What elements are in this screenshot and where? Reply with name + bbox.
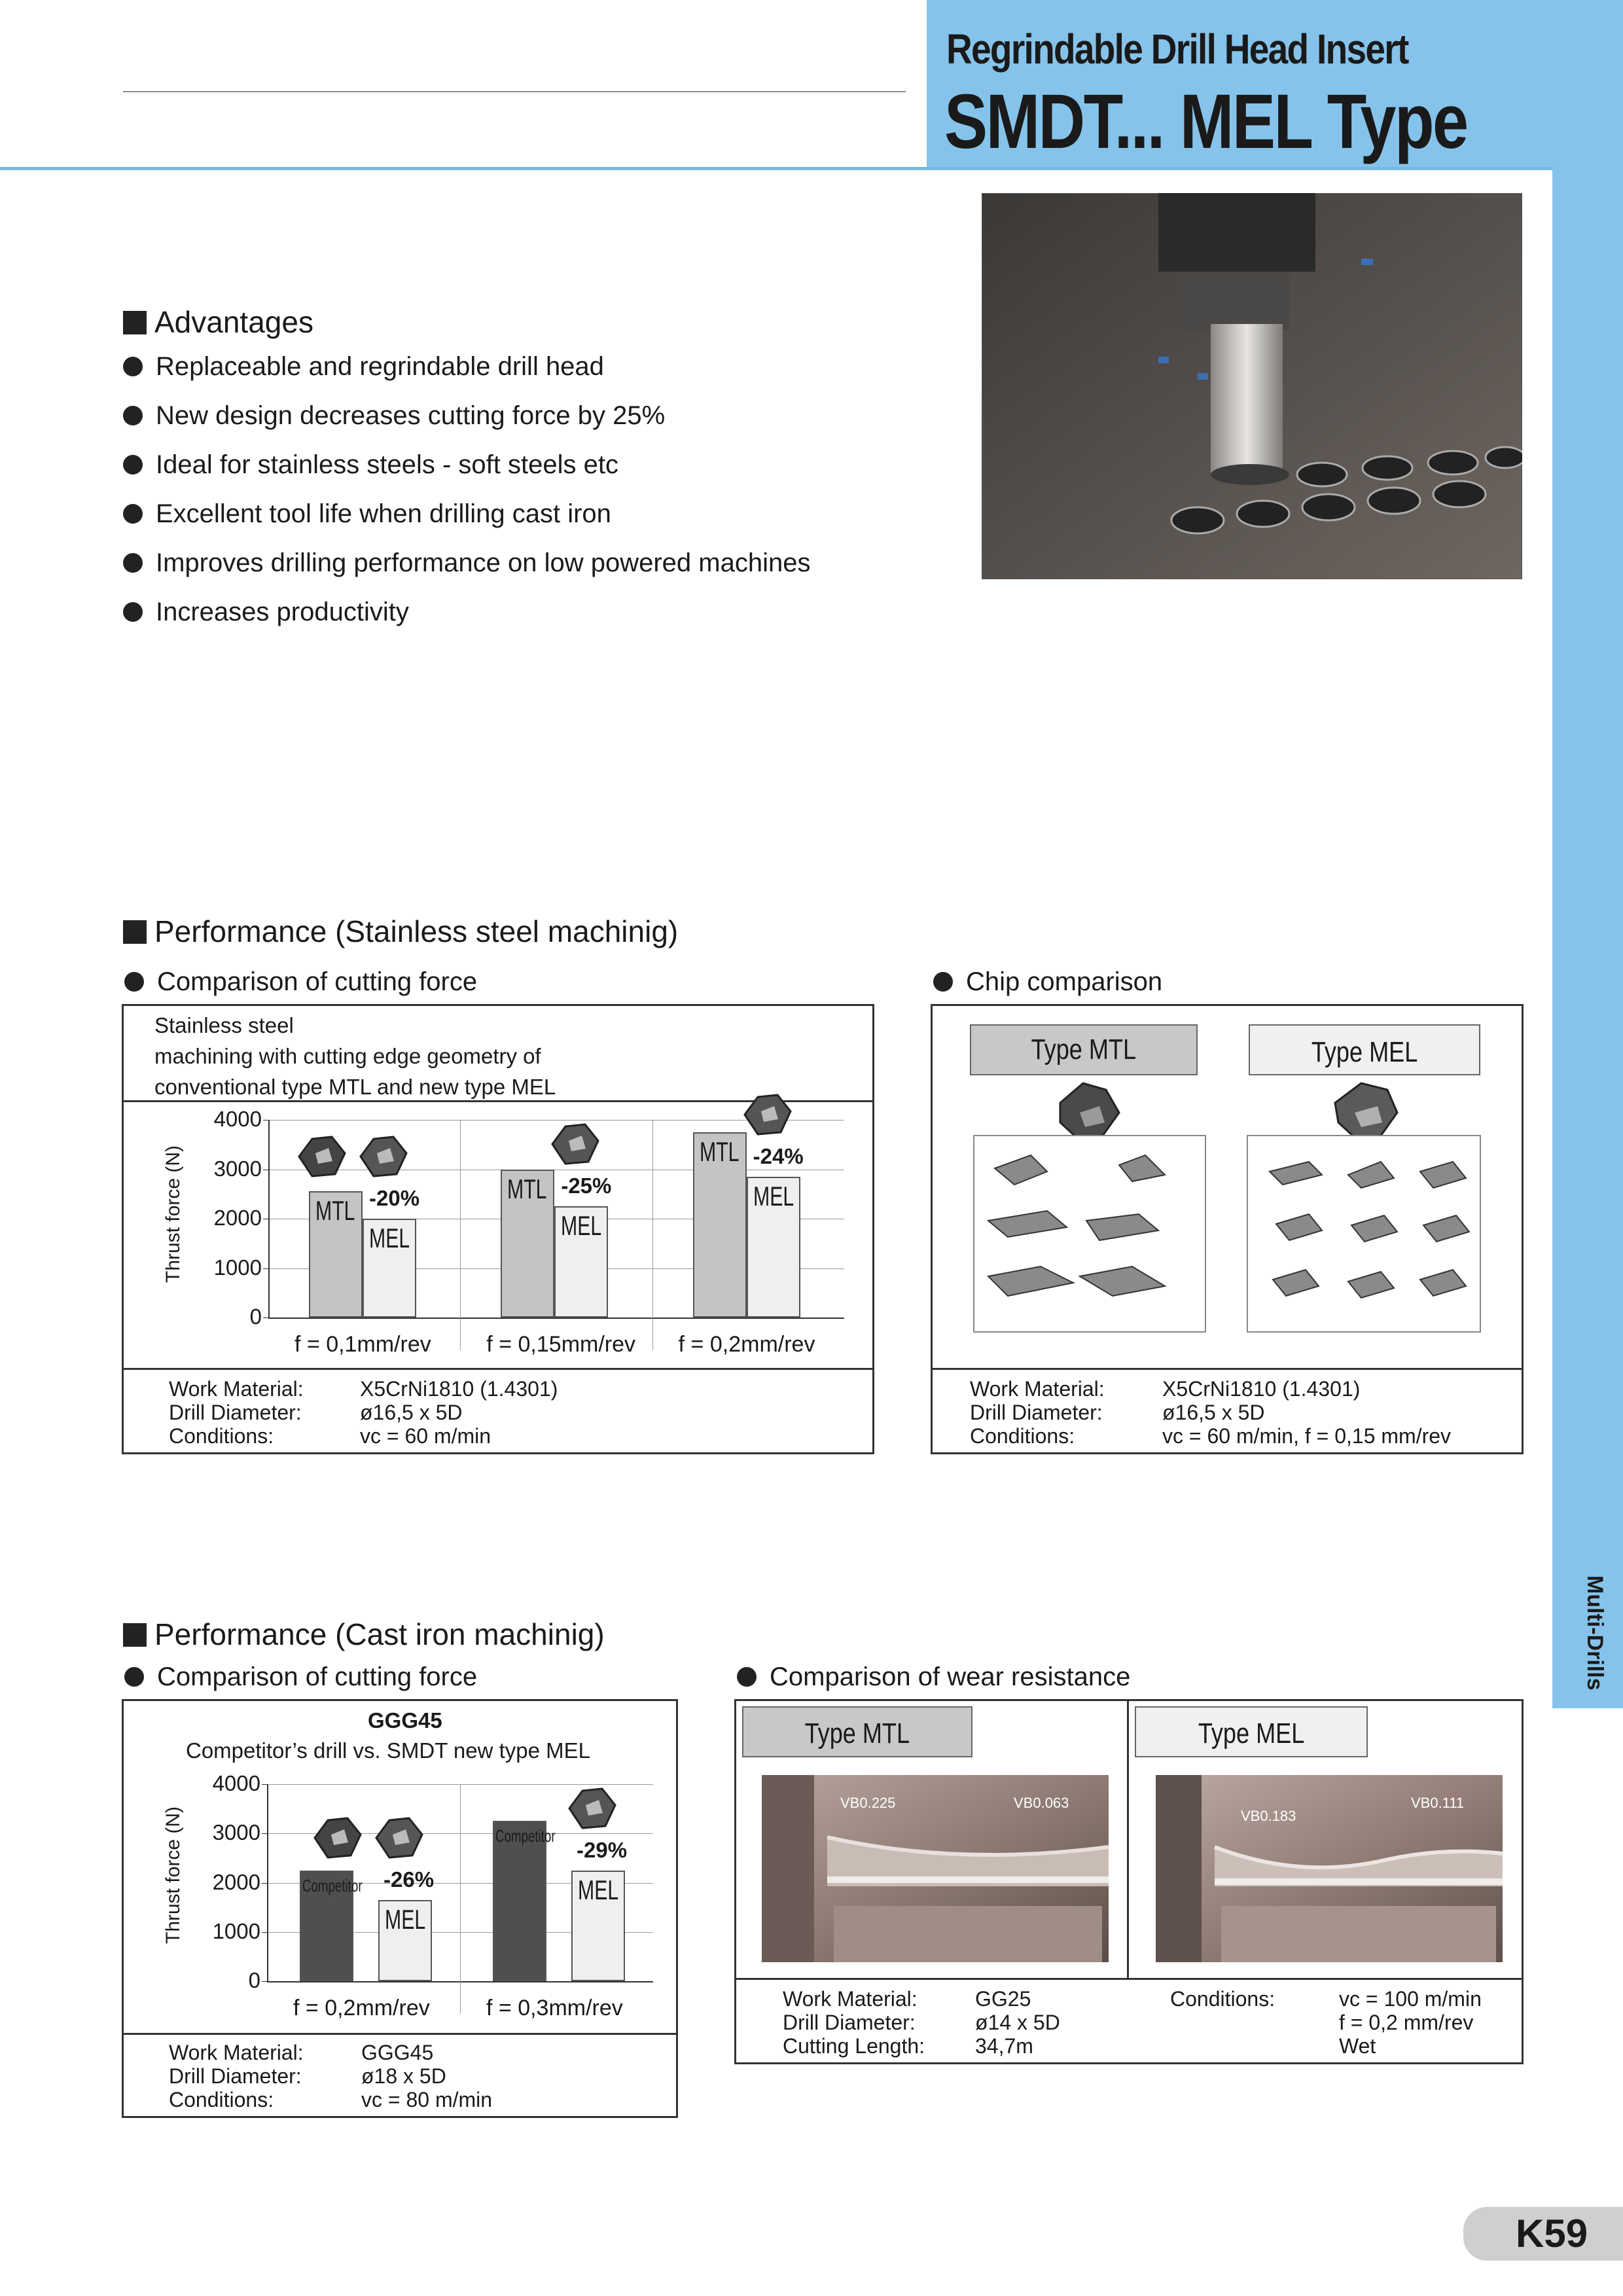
group-divider	[652, 1120, 653, 1350]
panel-divider	[931, 1368, 1524, 1370]
description-line: Stainless steel	[154, 1013, 294, 1037]
info-value: vc = 100 m/min	[1339, 1987, 1482, 2011]
info-values	[360, 1377, 558, 1448]
bar-label: Competitor	[495, 1826, 556, 1846]
info-value: ø16,5 x 5D	[360, 1401, 463, 1424]
wear-cond-values	[1339, 1987, 1482, 2058]
drill-head-icon	[1060, 1083, 1119, 1138]
info-label: Drill Diameter:	[169, 1401, 302, 1424]
reduction-label: -20%	[369, 1186, 420, 1210]
y-tick-label: 0	[249, 1304, 262, 1329]
info-values	[361, 2041, 492, 2111]
drill-head-icon	[312, 1815, 364, 1861]
bullet-icon	[124, 1667, 144, 1687]
reduction-label: -25%	[561, 1174, 612, 1198]
drill-head-icon	[373, 1815, 425, 1861]
stainless-force-title-text: Comparison of cutting force	[157, 967, 478, 996]
y-tick-label: 4000	[213, 1107, 262, 1131]
x-category-label: f = 0,15mm/rev	[486, 1332, 636, 1357]
bar-label: MEL	[561, 1210, 602, 1242]
advantage-item	[123, 352, 604, 382]
drill-head-icon	[1335, 1083, 1397, 1138]
wear-type-text: Type MEL	[1198, 1717, 1305, 1749]
advantage-item	[123, 401, 665, 431]
info-label: Work Material:	[169, 1377, 304, 1401]
info-label: Conditions:	[169, 1424, 274, 1448]
bar-label: MTL	[507, 1173, 547, 1204]
drill-head-icon	[566, 1785, 618, 1831]
wear-title	[737, 1662, 1130, 1692]
reduction-label: -29%	[577, 1837, 628, 1862]
advantage-text: Improves drilling performance on low powered machines	[156, 548, 811, 577]
bar-label: MEL	[385, 1903, 426, 1935]
info-label: Drill Diameter:	[783, 2011, 916, 2034]
bullet-icon	[123, 357, 143, 376]
tick-mark	[262, 1784, 267, 1785]
tick-mark	[263, 1268, 268, 1269]
panel-divider	[122, 2033, 678, 2035]
bar-label: MTL	[315, 1195, 355, 1227]
side-tab-label: Multi-Drills	[1582, 1575, 1607, 1691]
info-value: vc = 60 m/min, f = 0,15 mm/rev	[1162, 1424, 1452, 1448]
wear-cond-label: Conditions:	[1170, 1987, 1275, 2011]
wear-title-text: Comparison of wear resistance	[770, 1662, 1131, 1691]
castiron-heading	[123, 1617, 605, 1652]
info-value: X5CrNi1810 (1.4301)	[1162, 1377, 1361, 1401]
info-label: Work Material:	[783, 1987, 918, 2011]
castiron-force-title-text: Comparison of cutting force	[157, 1662, 478, 1691]
y-axis-title: Thrust force (N)	[162, 1806, 184, 1944]
bullet-icon	[123, 504, 143, 524]
x-category-label: f = 0,2mm/rev	[293, 1996, 430, 2020]
info-value: 34,7m	[975, 2034, 1033, 2058]
chip-info-values	[1162, 1377, 1451, 1448]
info-value: ø18 x 5D	[361, 2064, 446, 2088]
drill-head-icon	[549, 1121, 601, 1167]
drill-head-icon	[296, 1134, 348, 1179]
page-subtitle: Regrindable Drill Head Insert	[946, 26, 1408, 73]
header-rule	[123, 91, 906, 92]
group-divider	[460, 1120, 461, 1350]
y-tick-label: 2000	[212, 1869, 260, 1894]
info-value: ø16,5 x 5D	[1162, 1401, 1265, 1424]
info-label: Drill Diameter:	[970, 1401, 1103, 1424]
stainless-heading-text: Performance (Stainless steel machinig)	[154, 914, 679, 948]
bullet-icon	[737, 1667, 757, 1687]
square-bullet-icon	[123, 920, 147, 944]
advantage-text: Ideal for stainless steels - soft steels etc	[156, 450, 618, 479]
vb-label-1: VB0.225	[840, 1795, 896, 1811]
bullet-icon	[123, 553, 143, 573]
advantage-item	[123, 548, 810, 578]
info-labels	[169, 1377, 304, 1448]
panel-divider	[122, 1368, 874, 1370]
bar-label: MEL	[369, 1223, 410, 1253]
info-label: Cutting Length:	[783, 2034, 925, 2058]
y-tick-label: 2000	[213, 1206, 262, 1230]
chip-title-text: Chip comparison	[966, 967, 1163, 996]
advantage-text: Replaceable and regrindable drill head	[156, 352, 604, 381]
bar-label: MTL	[699, 1136, 740, 1167]
bullet-icon	[123, 602, 143, 622]
wear-photo-mtl	[762, 1775, 1109, 1962]
reduction-label: -26%	[383, 1867, 435, 1892]
tick-mark	[263, 1120, 268, 1121]
info-label: Work Material:	[169, 2041, 304, 2064]
info-label: Conditions:	[169, 2088, 274, 2111]
advantage-text: Excellent tool life when drilling cast iron	[156, 499, 611, 528]
wear-type-text: Type MTL	[804, 1717, 910, 1749]
drill-head-icon	[357, 1134, 410, 1179]
info-value: f = 0,2 mm/rev	[1339, 2011, 1474, 2034]
chart-subtitle: Competitor’s drill vs. SMDT new type MEL	[186, 1738, 591, 1763]
advantage-item	[123, 499, 611, 529]
info-value: vc = 60 m/min	[360, 1424, 491, 1448]
bar-label: Competitor	[302, 1875, 363, 1895]
panel-divider	[734, 1978, 1524, 1980]
reduction-label: -24%	[753, 1143, 804, 1168]
y-axis-title: Thrust force (N)	[162, 1145, 184, 1283]
advantages-heading	[123, 304, 313, 340]
drilling-photo	[982, 193, 1522, 579]
y-tick-label: 3000	[213, 1156, 262, 1181]
panel-divider-vertical	[1127, 1699, 1129, 1979]
info-value: vc = 80 m/min	[361, 2088, 493, 2111]
chip-title	[933, 967, 1162, 997]
info-value: GGG45	[361, 2041, 434, 2064]
chip-images	[969, 1054, 1492, 1342]
vb-label-3: VB0.183	[1241, 1808, 1296, 1824]
wear-type-mel-label	[1135, 1706, 1368, 1757]
page-title: SMDT... MEL Type	[944, 79, 1467, 165]
wear-info-values	[975, 1987, 1060, 2058]
side-strip	[1552, 0, 1623, 1558]
x-category-label: f = 0,3mm/rev	[486, 1996, 623, 2020]
vb-label-4: VB0.111	[1411, 1795, 1465, 1811]
chip-type-text: Type MEL	[1311, 1036, 1418, 1068]
bullet-icon	[124, 972, 144, 992]
wear-type-mtl-label	[742, 1706, 972, 1757]
x-axis	[268, 1318, 844, 1319]
x-category-label: f = 0,2mm/rev	[678, 1332, 815, 1357]
chip-info-labels	[970, 1377, 1105, 1448]
bar-label: MEL	[578, 1874, 619, 1905]
drill-head-icon	[741, 1092, 794, 1138]
info-value: GG25	[975, 1987, 1031, 2011]
y-tick-label: 1000	[212, 1918, 260, 1943]
info-value: ø14 x 5D	[975, 2011, 1060, 2034]
description-line: conventional type MTL and new type MEL	[154, 1075, 556, 1099]
tick-mark	[262, 1833, 267, 1834]
advantage-text: Increases productivity	[156, 598, 409, 626]
description-line: machining with cutting edge geometry of	[154, 1044, 541, 1068]
y-axis	[268, 1120, 270, 1318]
y-tick-label: 3000	[212, 1820, 260, 1845]
bullet-icon	[933, 972, 953, 992]
page-number: K59	[1463, 2207, 1623, 2261]
header-blue-rule	[0, 167, 1552, 170]
stainless-heading	[123, 914, 678, 949]
advantage-text: New design decreases cutting force by 25%	[156, 401, 666, 430]
castiron-force-title	[124, 1662, 477, 1692]
bar-label: MEL	[753, 1180, 794, 1211]
y-tick-label: 0	[248, 1968, 260, 1992]
y-tick-label: 4000	[212, 1771, 260, 1795]
tick-mark	[262, 1981, 267, 1982]
info-label: Drill Diameter:	[169, 2064, 302, 2088]
advantage-item	[123, 598, 409, 627]
info-value: X5CrNi1810 (1.4301)	[360, 1377, 558, 1401]
bullet-icon	[123, 406, 143, 425]
advantage-item	[123, 450, 618, 480]
stainless-force-title	[124, 967, 477, 997]
info-label: Conditions:	[970, 1424, 1075, 1448]
castiron-heading-text: Performance (Cast iron machinig)	[154, 1617, 605, 1651]
chart-material-title: GGG45	[368, 1708, 442, 1732]
bullet-icon	[123, 455, 143, 475]
vb-label-2: VB0.063	[1014, 1795, 1069, 1811]
advantages-heading-text: Advantages	[154, 305, 313, 339]
info-label: Work Material:	[970, 1377, 1105, 1401]
info-value: Wet	[1339, 2034, 1376, 2058]
square-bullet-icon	[123, 311, 147, 334]
wear-info-labels	[783, 1987, 925, 2058]
square-bullet-icon	[123, 1623, 147, 1647]
wear-photo-mel	[1156, 1775, 1503, 1962]
group-divider	[460, 1784, 461, 2014]
info-labels	[169, 2041, 304, 2111]
y-axis	[267, 1784, 268, 1981]
x-category-label: f = 0,1mm/rev	[294, 1332, 431, 1357]
tick-mark	[262, 1883, 267, 1884]
tick-mark	[262, 1932, 267, 1933]
chip-type-text: Type MTL	[1031, 1033, 1137, 1066]
y-tick-label: 1000	[213, 1255, 262, 1280]
